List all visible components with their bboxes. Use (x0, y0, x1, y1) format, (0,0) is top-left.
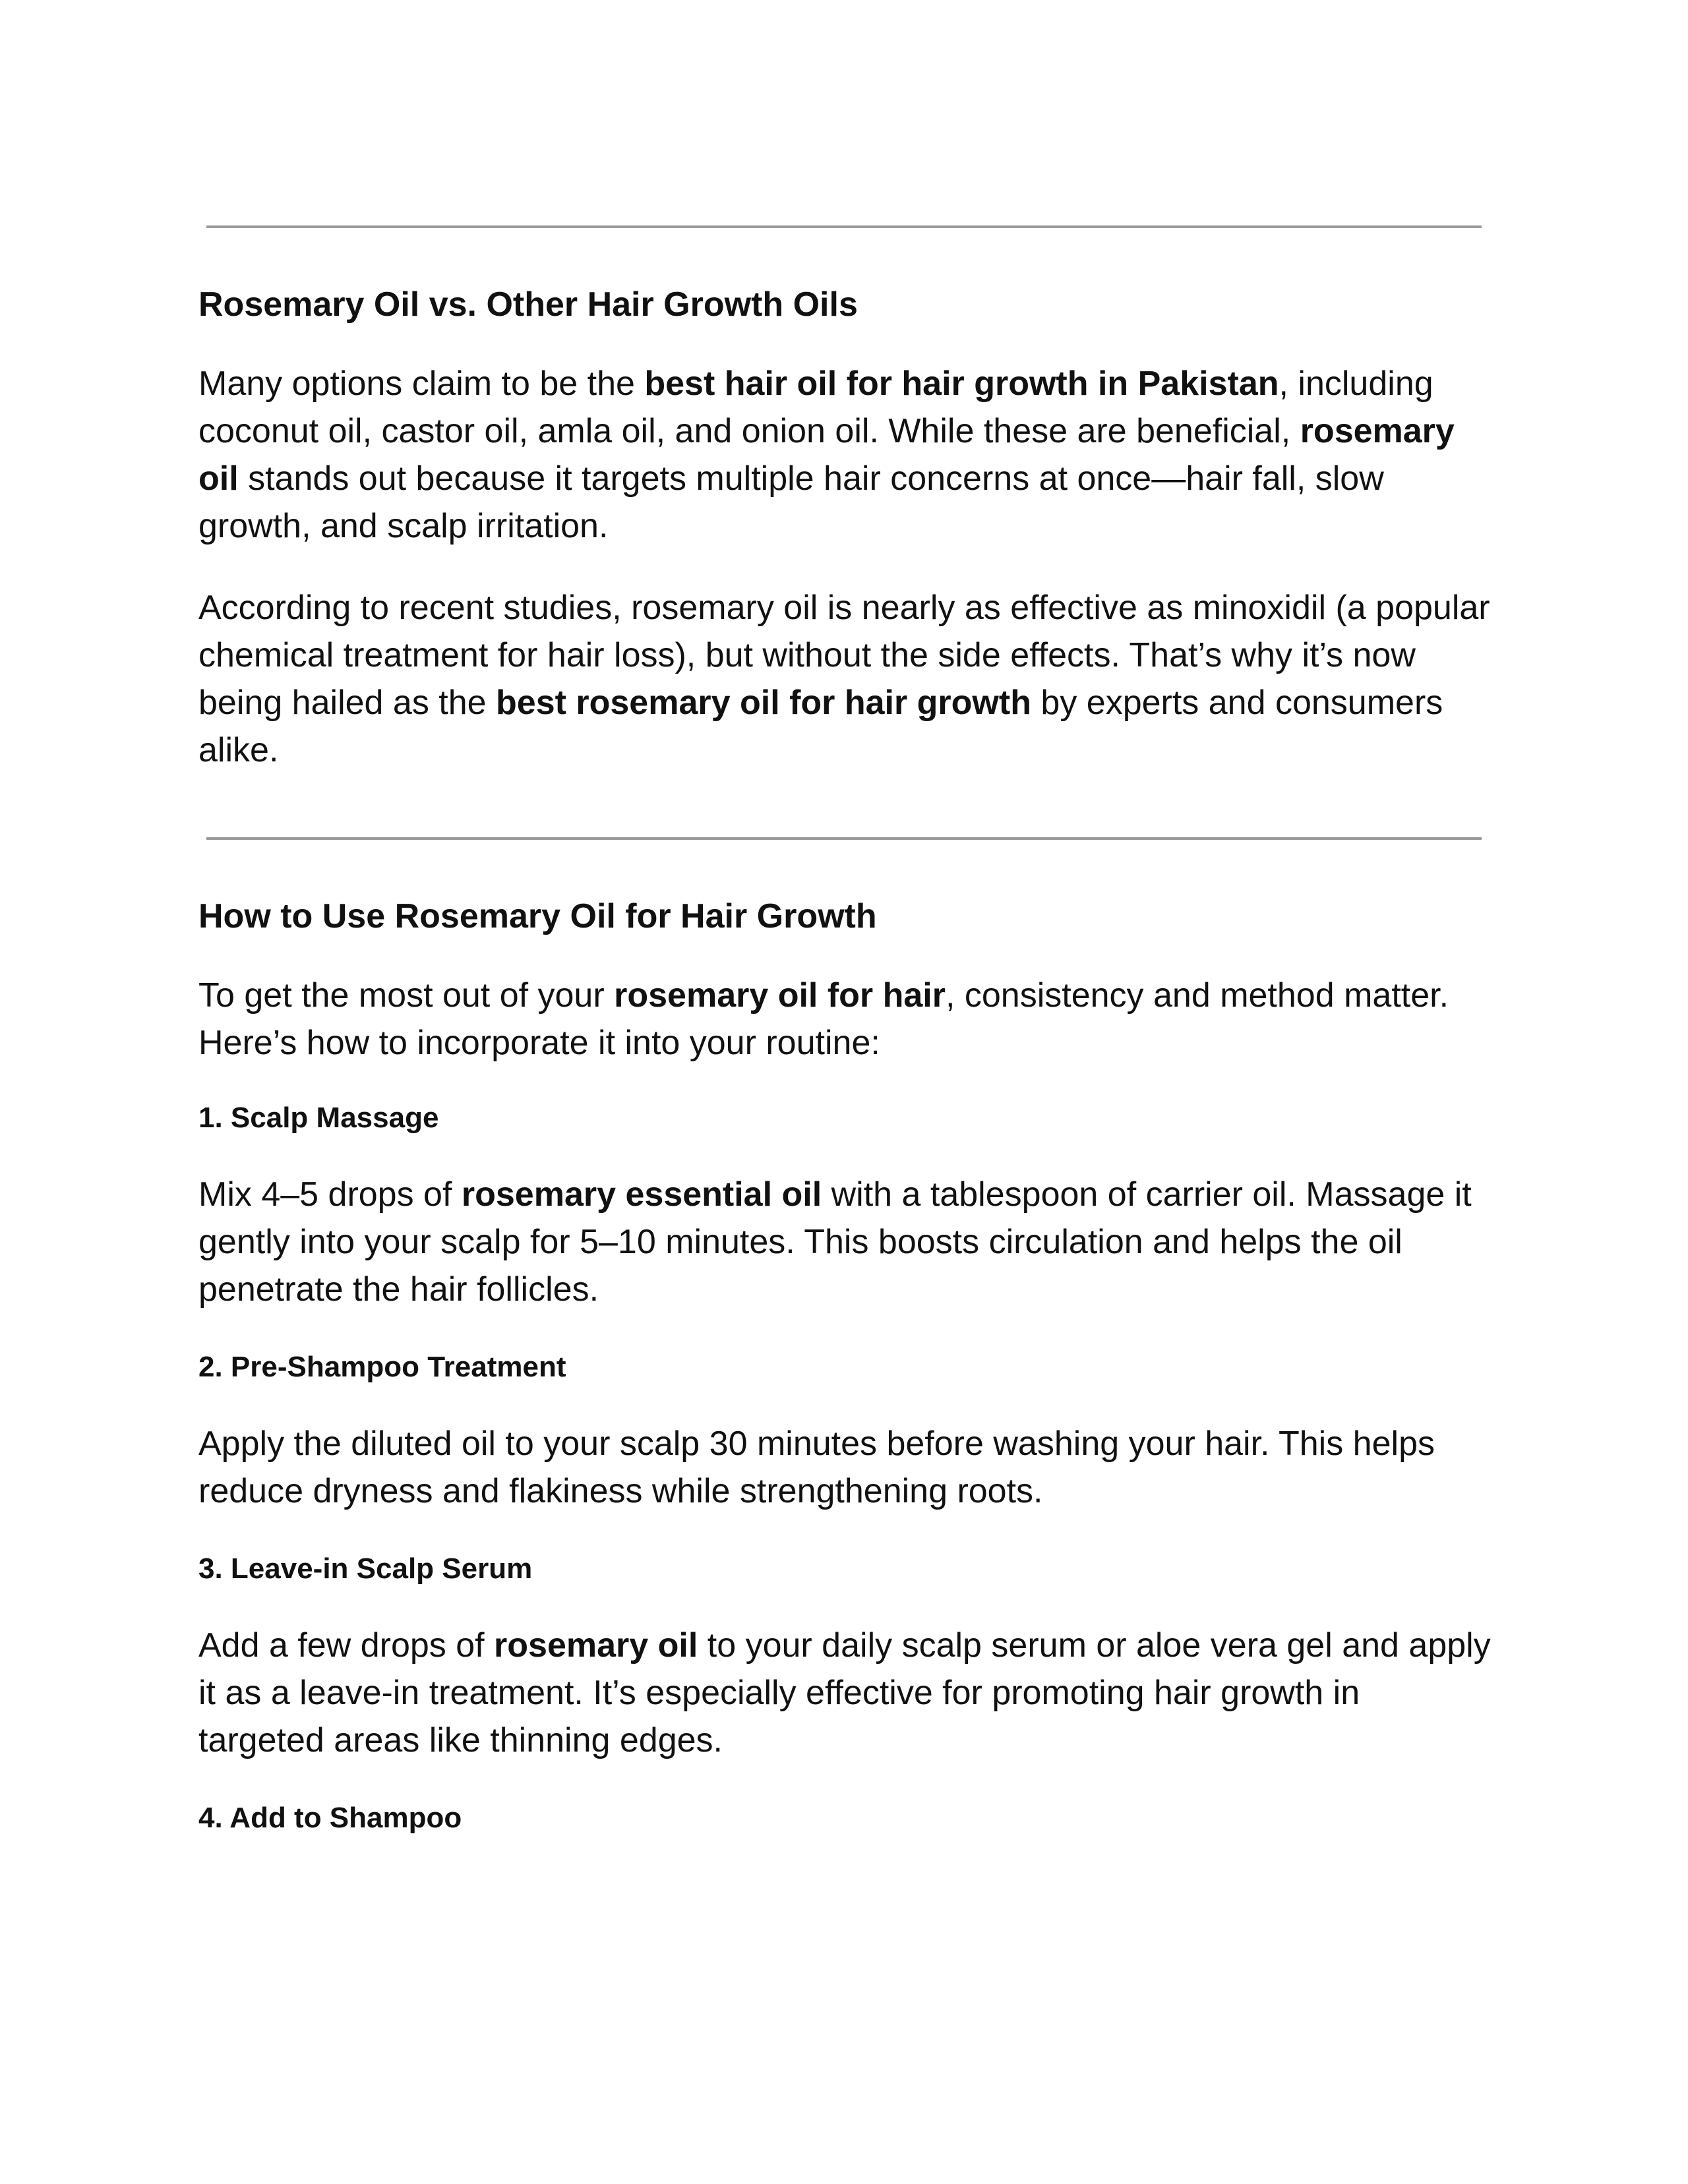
text-run: by experts and consumers alike. (198, 684, 1443, 769)
text-run: Many options claim to be the (198, 365, 645, 403)
text-run: According to recent studies, rosemary oil is nearly as effective as minoxidil (a popular chemical treatment for hair loss), but without the side effects. That’s why it’s now being hailed as the (198, 589, 1490, 722)
horizontal-divider (206, 837, 1482, 840)
bold-keyword: best hair oil for hair growth in Pakistan (644, 365, 1279, 403)
bold-keyword: best rosemary oil for hair growth (496, 684, 1031, 722)
step-heading-scalp-massage: 1. Scalp Massage (198, 1102, 439, 1134)
step-heading-leave-in-serum: 3. Leave-in Scalp Serum (198, 1552, 533, 1585)
paragraph-studies (198, 584, 1491, 774)
bold-keyword: rosemary oil (198, 412, 1455, 498)
paragraph-leave-in-serum (198, 1622, 1491, 1764)
text-run: stands out because it targets multiple hair concerns at once—hair fall, slow growth, and scalp irritation. (198, 459, 1384, 545)
text-run: To get the most out of your (198, 976, 615, 1015)
step-heading-pre-shampoo: 2. Pre-Shampoo Treatment (198, 1351, 566, 1383)
horizontal-divider (206, 225, 1482, 228)
paragraph-intro (198, 972, 1491, 1067)
bold-keyword: rosemary oil for hair (614, 976, 946, 1015)
text-run: , consistency and method matter. Here’s how to incorporate it into your routine: (198, 976, 1449, 1062)
text-run: with a tablespoon of carrier oil. Massage it gently into your scalp for 5–10 minutes. This boosts circulation and helps the oil penetrate the hair follicles. (198, 1175, 1472, 1309)
text-run: Mix 4–5 drops of (198, 1175, 462, 1214)
section-heading-how-to-use: How to Use Rosemary Oil for Hair Growth (198, 897, 877, 935)
paragraph-pre-shampoo: Apply the diluted oil to your scalp 30 minutes before washing your hair. This helps reduce dryness and flakiness while strengthening roots. (198, 1425, 1435, 1510)
text-run: to your daily scalp serum or aloe vera gel and apply it as a leave-in treatment. It’s especially effective for promoting hair growth in targeted areas like thinning edges. (198, 1626, 1491, 1759)
text-run: , including coconut oil, castor oil, amla oil, and onion oil. While these are beneficial, (198, 365, 1433, 450)
text-run: Add a few drops of (198, 1626, 495, 1665)
bold-keyword: rosemary essential oil (461, 1175, 822, 1214)
paragraph-scalp-massage (198, 1171, 1491, 1313)
step-heading-add-to-shampoo: 4. Add to Shampoo (198, 1802, 462, 1834)
paragraph-options-comparison (198, 360, 1491, 550)
section-heading-rosemary-vs-others: Rosemary Oil vs. Other Hair Growth Oils (198, 285, 858, 324)
bold-keyword: rosemary oil (494, 1626, 698, 1665)
